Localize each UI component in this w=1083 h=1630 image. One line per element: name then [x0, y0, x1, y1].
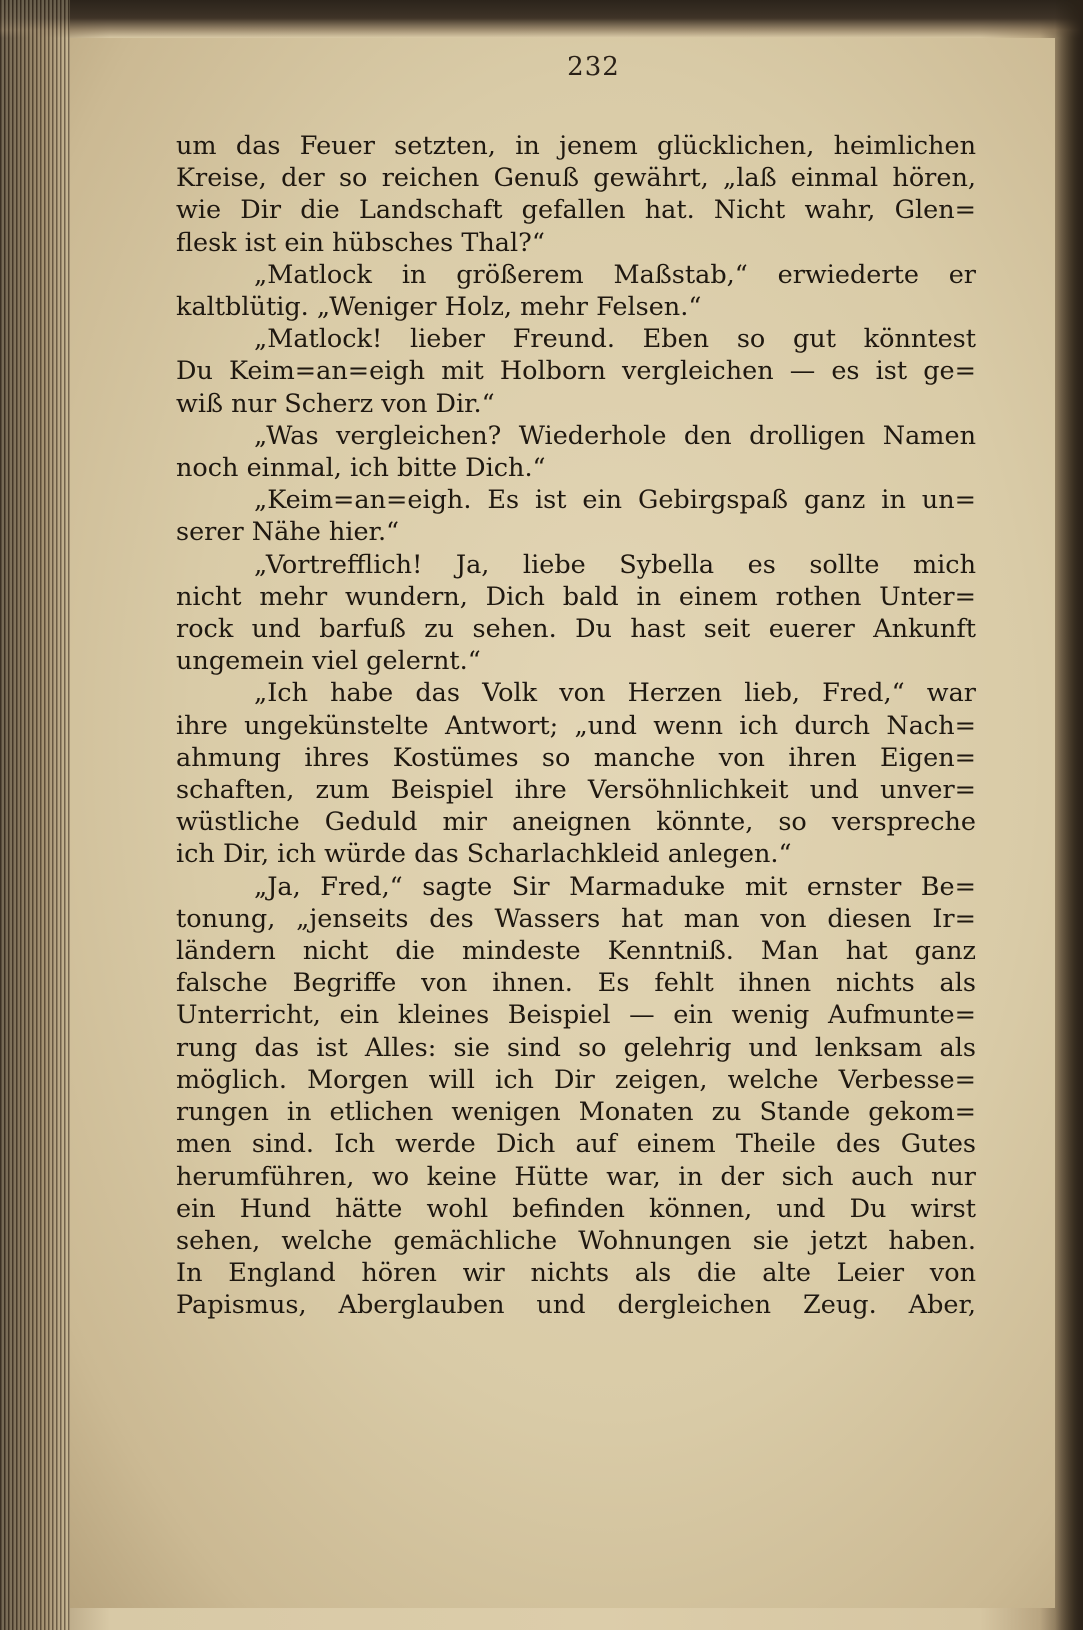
- text-line: ihre ungekünstelte Antwort; „und wenn ich durch Nach=: [176, 710, 976, 741]
- page-number: 232: [567, 52, 620, 82]
- text-line: schaften, zum Beispiel ihre Versöhnlichkeit und unver=: [176, 775, 976, 806]
- text-line: ungemein viel gelernt.“: [176, 646, 481, 677]
- body-text: [176, 130, 996, 1322]
- text-line: „Was vergleichen? Wiederhole den drolligen Namen: [254, 420, 976, 451]
- text-line: Papismus, Aberglauben und dergleichen Zeug. Aber,: [176, 1290, 976, 1321]
- text-line: ahmung ihres Kostümes so manche von ihren Eigen=: [176, 742, 976, 773]
- text-line: Unterricht, ein kleines Beispiel — ein wenig Aufmunte=: [176, 1000, 976, 1031]
- text-line: rungen in etlichen wenigen Monaten zu Stande gekom=: [176, 1097, 976, 1128]
- text-line: ländern nicht die mindeste Kenntniß. Man hat ganz: [176, 936, 976, 967]
- text-line: „Vortrefflich! Ja, liebe Sybella es sollte mich: [254, 549, 976, 580]
- text-line: flesk ist ein hübsches Thal?“: [176, 227, 545, 258]
- text-line: „Keim=an=eigh. Es ist ein Gebirgspaß ganz in un=: [254, 485, 976, 516]
- text-line: tonung, „jenseits des Wassers hat man von diesen Ir=: [176, 903, 976, 934]
- text-line: wie Dir die Landschaft gefallen hat. Nicht wahr, Glen=: [176, 195, 976, 226]
- text-line: rung das ist Alles: sie sind so gelehrig und lenksam als: [176, 1032, 976, 1063]
- text-line: um das Feuer setzten, in jenem glücklichen, heimlichen: [176, 131, 976, 161]
- text-line: men sind. Ich werde Dich auf einem Theile des Gutes: [176, 1129, 976, 1160]
- text-line: herumführen, wo keine Hütte war, in der sich auch nur: [176, 1161, 976, 1192]
- text-line: „Ich habe das Volk von Herzen lieb, Fred,“ war: [254, 678, 976, 709]
- page-stack-edges: [0, 0, 70, 1630]
- text-line: „Matlock in größerem Maßstab,“ erwiederte er: [254, 259, 976, 290]
- text-line: wiß nur Scherz von Dir.“: [176, 388, 495, 419]
- text-line: noch einmal, ich bitte Dich.“: [176, 453, 546, 484]
- text-line: sehen, welche gemächliche Wohnungen sie jetzt haben.: [176, 1225, 976, 1256]
- text-line: kaltblütig. „Weniger Holz, mehr Felsen.“: [176, 292, 702, 323]
- text-line: serer Nähe hier.“: [176, 517, 400, 548]
- text-line: ein Hund hätte wohl befinden können, und Du wirst: [176, 1193, 976, 1224]
- text-line: „Ja, Fred,“ sagte Sir Marmaduke mit ernster Be=: [254, 871, 976, 902]
- text-line: Du Keim=an=eigh mit Holborn vergleichen — es ist ge=: [176, 356, 976, 387]
- text-line: ich Dir, ich würde das Scharlachkleid anlegen.“: [176, 839, 792, 870]
- text-line: möglich. Morgen will ich Dir zeigen, welche Verbesse=: [176, 1064, 976, 1095]
- text-line: nicht mehr wundern, Dich bald in einem rothen Unter=: [176, 581, 976, 612]
- text-line: Kreise, der so reichen Genuß gewährt, „laß einmal hören,: [176, 163, 976, 194]
- text-line: In England hören wir nichts als die alte Leier von: [176, 1258, 976, 1289]
- book-top-edge: [0, 0, 1083, 38]
- text-line: falsche Begriffe von ihnen. Es fehlt ihnen nichts als: [176, 968, 976, 999]
- text-line: wüstliche Geduld mir aneignen könnte, so verspreche: [176, 807, 976, 838]
- spine-shadow: [1055, 0, 1083, 1630]
- text-line: „Matlock! lieber Freund. Eben so gut könntest: [254, 324, 976, 355]
- text-line: rock und barfuß zu sehen. Du hast seit euerer Ankunft: [176, 614, 976, 645]
